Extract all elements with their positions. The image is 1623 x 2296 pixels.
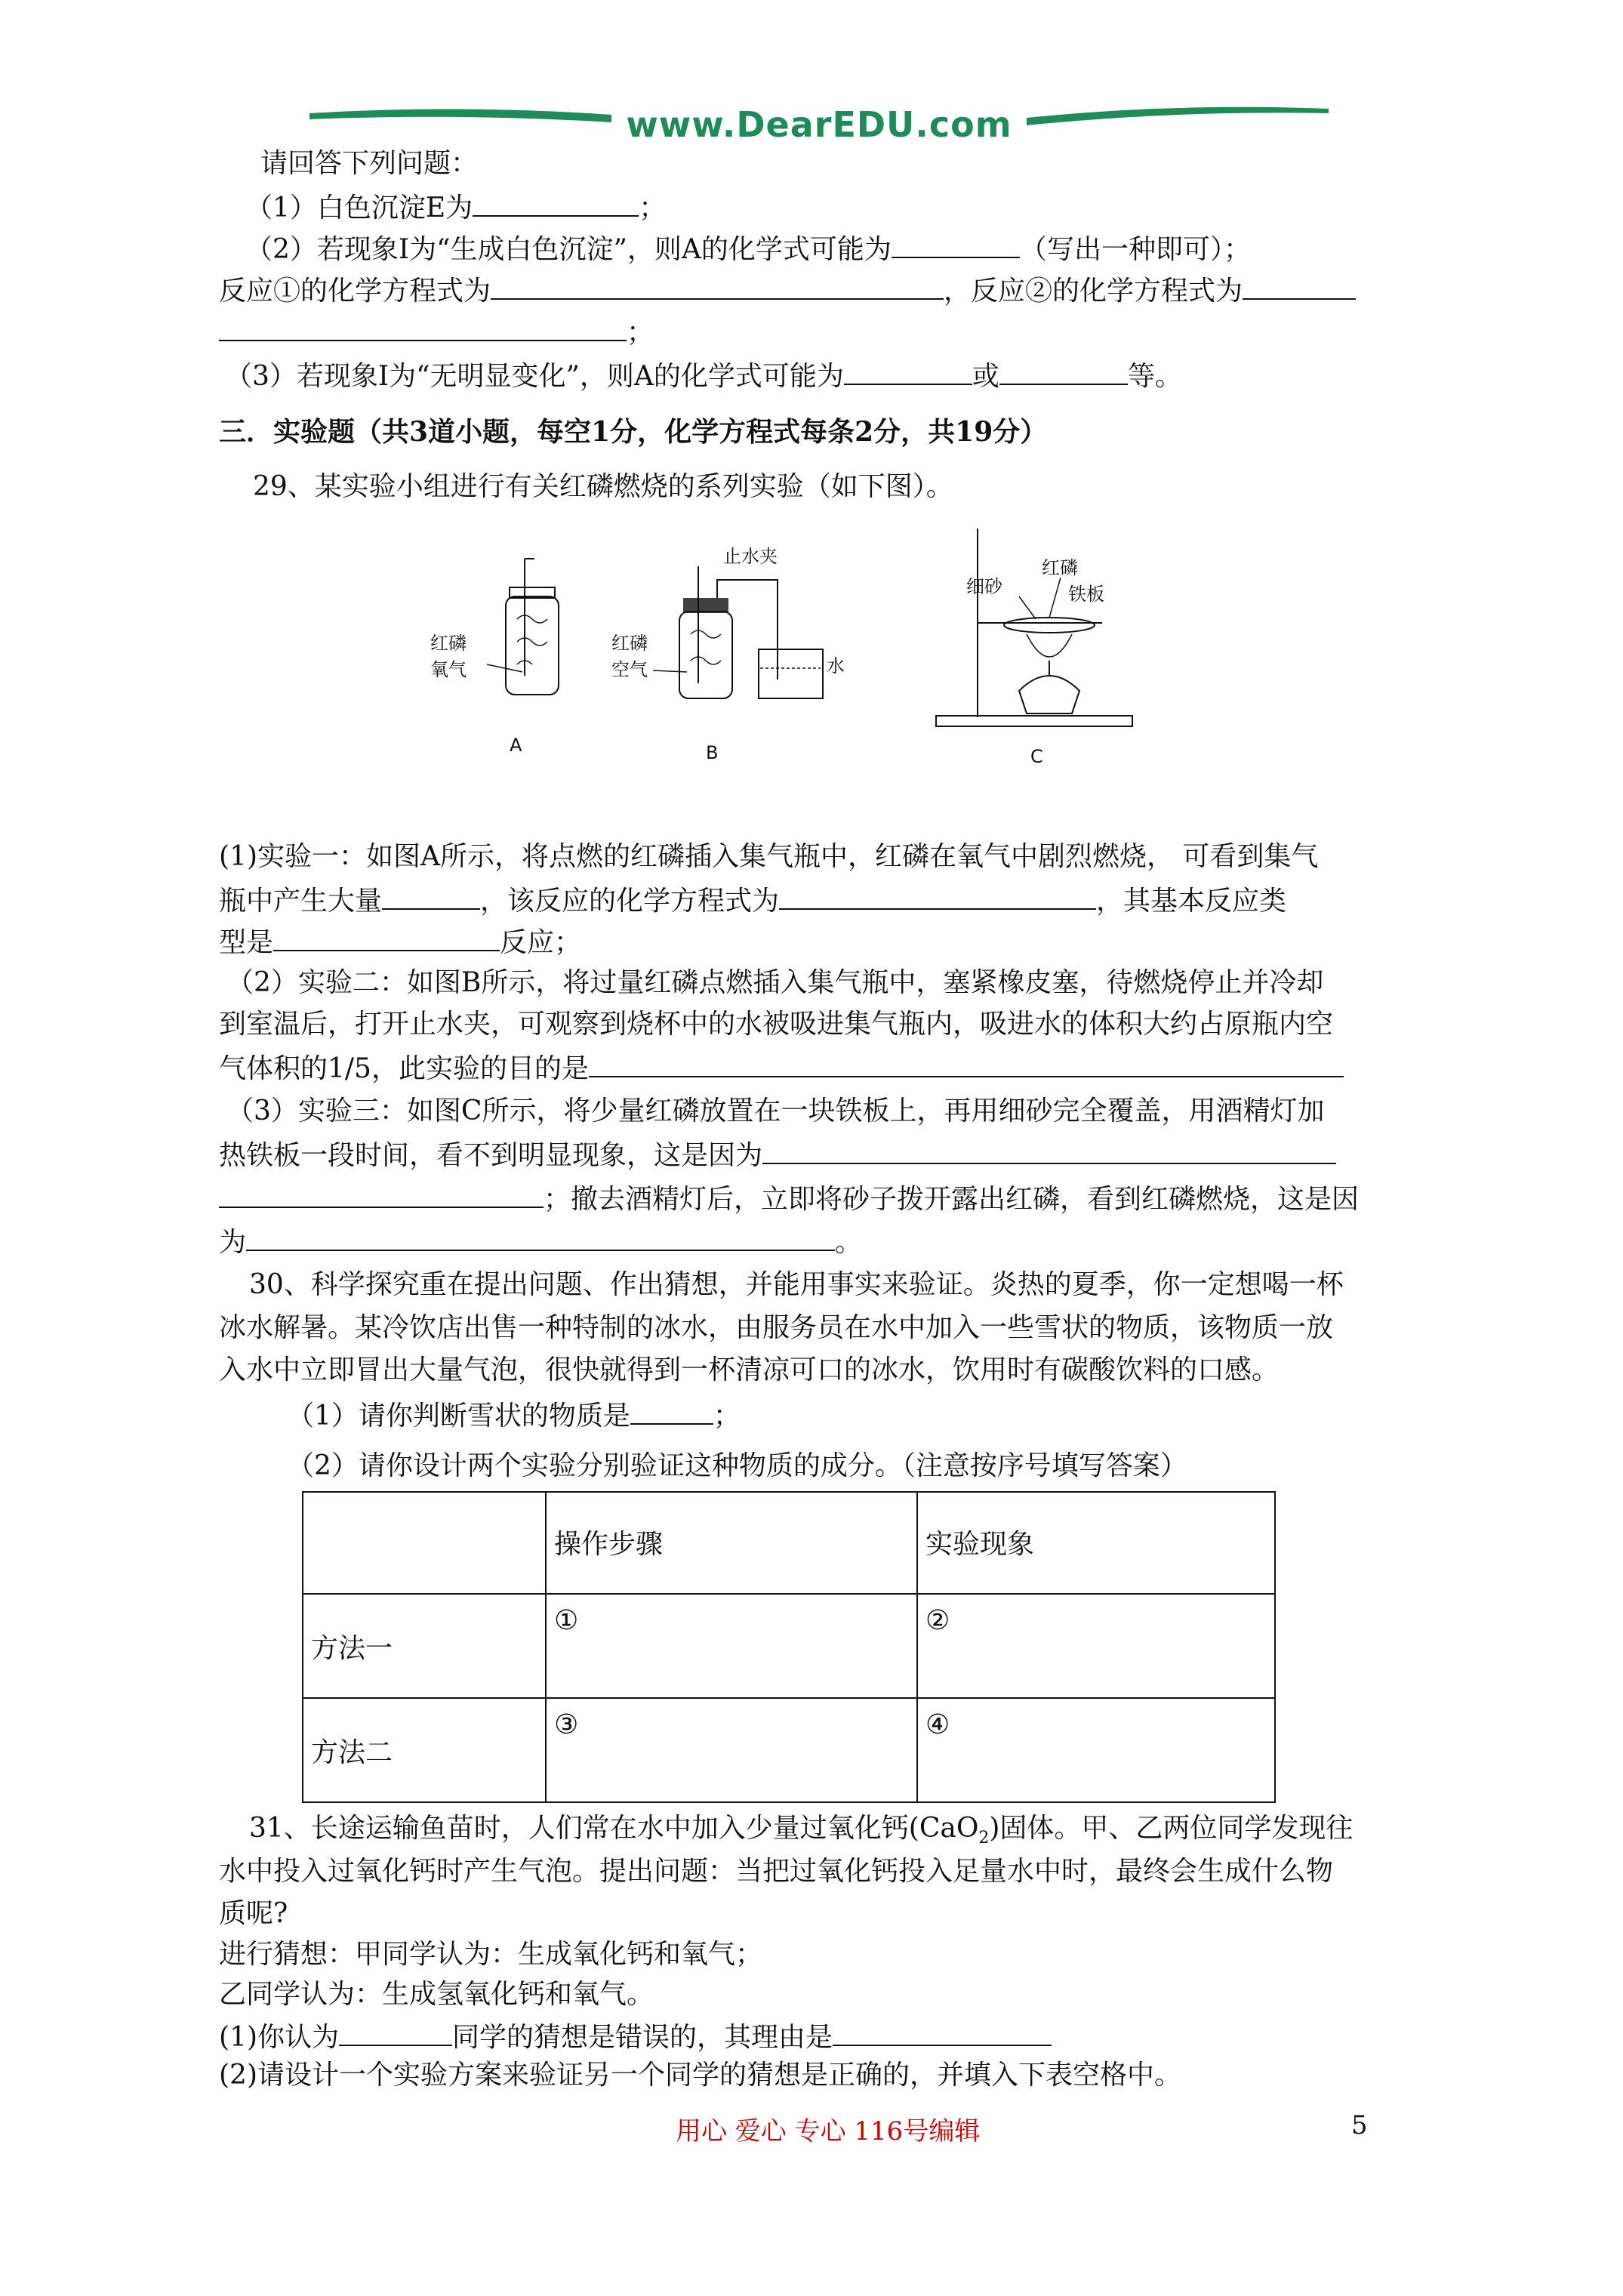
text-line: 29、某实验小组进行有关红磷燃烧的系列实验（如下图）。: [253, 471, 953, 502]
text-line: 热铁板一段时间，看不到明显现象，这是因为: [219, 1133, 1442, 1176]
answer-blank[interactable]: [999, 353, 1128, 385]
text-line: （2）若现象Ⅰ为“生成白色沉淀”，则A的化学式可能为 （写出一种即可）；: [245, 227, 1468, 270]
label-sand: 细砂: [966, 576, 1002, 597]
text-line: (1)实验一：如图A所示，将点燃的红磷插入集气瓶中，红磷在氧气中剧烈燃烧， 可看到集气: [219, 841, 1319, 872]
caption-b: B: [706, 742, 719, 763]
label-air: 空气: [611, 659, 648, 680]
table-row: [303, 1698, 1275, 1802]
text-line: 气体积的1/5，此实验的目的是: [219, 1046, 1442, 1089]
label-iron-plate: 铁板: [1068, 584, 1104, 605]
text-line: (2)请设计一个实验方案来验证另一个同学的猜想是正确的，并填入下表空格中。: [219, 2060, 1181, 2091]
section-heading: 三．实验题（共3道小题，每空1分，化学方程式每条2分，共19分）: [219, 416, 1048, 448]
text-line: 型是 反应；: [219, 920, 1442, 963]
table-header-row: [303, 1492, 1275, 1594]
answer-blank[interactable]: [630, 1393, 713, 1425]
text-line: 31、长途运输鱼苗时，人们常在水中加入少量过氧化钙(CaO$_2$)固体。甲、乙两位同学发现往: [249, 1813, 1354, 1848]
label-red-phosphorus-b: 红磷: [611, 633, 648, 654]
text-line: ；撤去酒精灯后，立即将砂子拨开露出红磷，看到红磷燃烧，这是因: [219, 1176, 1442, 1220]
text-line: 质呢?: [219, 1898, 288, 1929]
text-line: （1）白色沉淀E为 ；: [245, 185, 1468, 229]
answer-blank[interactable]: [589, 1046, 1344, 1077]
text-line: （2）请你设计两个实验分别验证这种物质的成分。（注意按序号填写答案）: [287, 1450, 1187, 1481]
table-header-cell: 实验现象: [917, 1492, 1275, 1594]
answer-blank[interactable]: [779, 878, 1096, 910]
answer-blank[interactable]: [273, 920, 500, 951]
table-method-cell: 方法一: [303, 1594, 546, 1698]
text-line: 请回答下列问题：: [260, 148, 479, 179]
apparatus-c: [936, 529, 1132, 767]
label-red-phosphorus-c: 红磷: [1042, 557, 1078, 578]
text-line: 30、科学探究重在提出问题、作出猜想，并能用事实来验证。炎热的夏季，你一定想喝一杯: [249, 1269, 1344, 1300]
answer-blank[interactable]: [473, 185, 639, 217]
label-red-phosphorus-a: 红磷: [430, 633, 467, 654]
text-line: （2）实验二：如图B所示，将过量红磷点燃插入集气瓶中，塞紧橡皮塞，待燃烧停止并冷却: [226, 967, 1324, 998]
apparatus-b: [611, 546, 845, 763]
answer-blank[interactable]: [762, 1133, 1336, 1164]
answer-blank[interactable]: [246, 1219, 835, 1251]
table-header-cell: 操作步骤: [546, 1492, 917, 1594]
page-number: 5: [1351, 2110, 1368, 2140]
caption-a: A: [510, 735, 522, 756]
text-line: （1）请你判断雪状的物质是 ；: [287, 1393, 1510, 1437]
apparatus-a: [430, 559, 559, 756]
experiment-figure: [423, 521, 1147, 770]
answer-blank[interactable]: [339, 2014, 452, 2046]
label-oxygen-a: 氧气: [430, 659, 467, 680]
table-phenomenon-cell[interactable]: ④: [917, 1698, 1275, 1802]
text-line: 为 。: [219, 1219, 1442, 1263]
answer-blank[interactable]: [382, 878, 480, 910]
text-line: （3）若现象Ⅰ为“无明显变化”，则A的化学式可能为 或 等。: [225, 353, 1448, 397]
table-method-cell: 方法二: [303, 1698, 546, 1802]
table-phenomenon-cell[interactable]: ②: [917, 1594, 1275, 1698]
text-line: （3）实验三：如图C所示，将少量红磷放置在一块铁板上，再用细砂完全覆盖，用酒精灯加: [226, 1096, 1325, 1126]
text-line: 入水中立即冒出大量气泡，很快就得到一杯清凉可口的冰水，饮用时有碳酸饮料的口感。: [219, 1354, 1280, 1385]
experiment-table: [302, 1491, 1276, 1803]
text-line: 乙同学认为：生成氢氧化钙和氧气。: [219, 1979, 654, 2010]
table-header-cell: [303, 1492, 546, 1594]
text-line: 到室温后，打开止水夹，可观察到烧杯中的水被吸进集气瓶内，吸进水的体积大约占原瓶内空: [219, 1009, 1334, 1040]
answer-blank[interactable]: [219, 310, 627, 341]
answer-blank[interactable]: [219, 1176, 544, 1208]
answer-blank[interactable]: [833, 2014, 1052, 2046]
answer-blank[interactable]: [844, 353, 972, 385]
answer-blank[interactable]: [491, 268, 944, 300]
header-site-name: www.DearEDU.com: [626, 104, 1012, 145]
label-water: 水: [827, 655, 845, 676]
table-row: [303, 1594, 1275, 1698]
text-line: (1)你认为 同学的猜想是错误的，其理由是: [219, 2014, 1442, 2058]
label-clamp: 止水夹: [723, 546, 778, 567]
text-line: 冰水解暑。某冷饮店出售一种特制的冰水，由服务员在水中加入一些雪状的物质，该物质一放: [219, 1312, 1334, 1343]
table-step-cell[interactable]: ①: [546, 1594, 917, 1698]
text-line: 进行猜想：甲同学认为：生成氧化钙和氧气；: [219, 1939, 763, 1970]
table-step-cell[interactable]: ③: [546, 1698, 917, 1802]
text-line: ；: [219, 310, 1442, 353]
text-line: 水中投入过氧化钙时产生气泡。提出问题：当把过氧化钙投入足量水中时，最终会生成什么物: [219, 1856, 1334, 1887]
answer-blank[interactable]: [892, 227, 1020, 258]
text-line: 反应①的化学方程式为 ，反应②的化学方程式为: [219, 268, 1442, 312]
answer-blank[interactable]: [1243, 268, 1356, 300]
text-line: 瓶中产生大量 ，该反应的化学方程式为 ，其基本反应类: [219, 878, 1442, 922]
caption-c: C: [1030, 746, 1043, 767]
page-footer-text: 用心 爱心 专心 116号编辑: [676, 2116, 981, 2147]
